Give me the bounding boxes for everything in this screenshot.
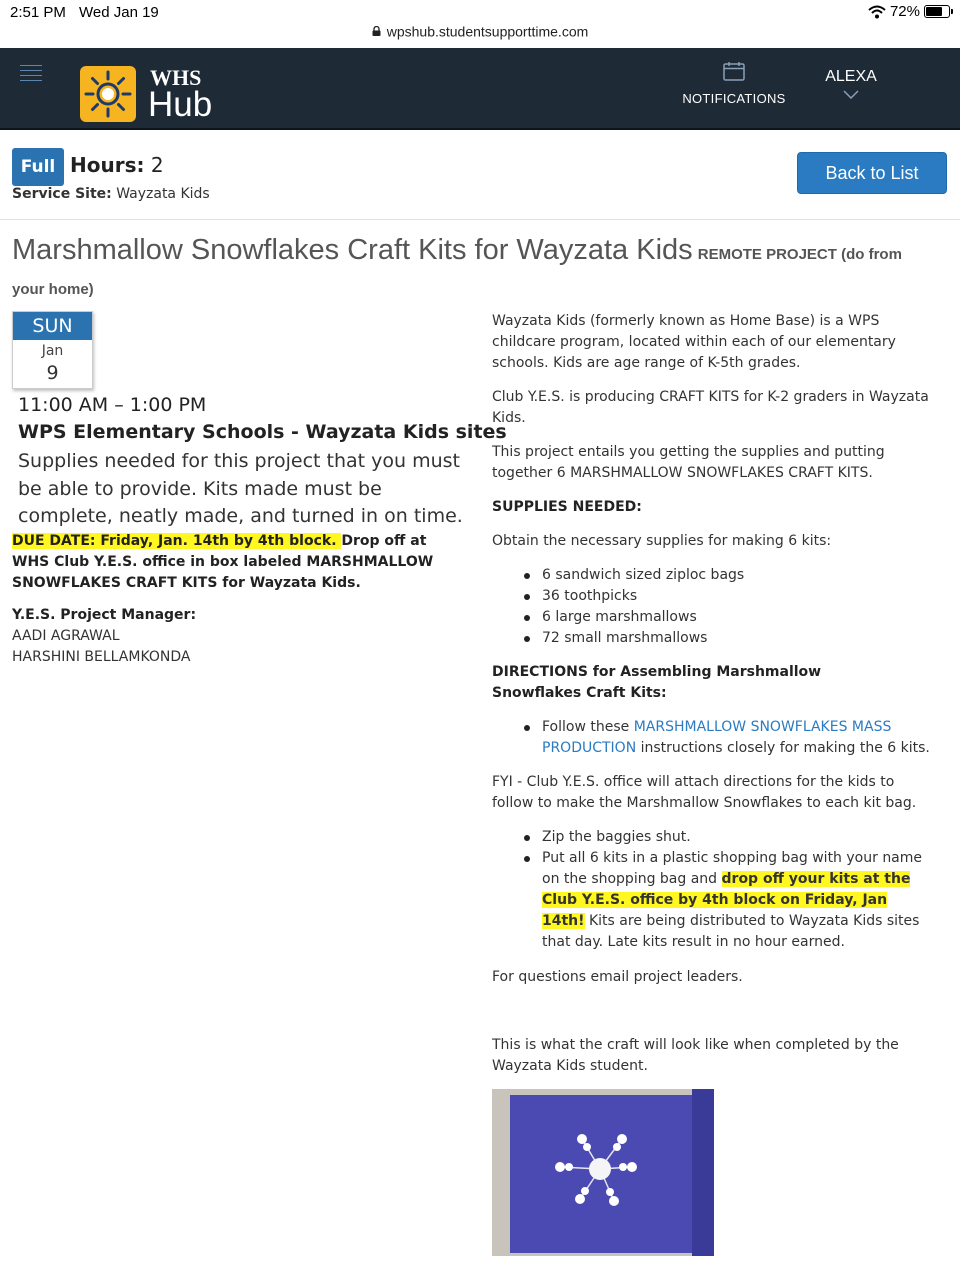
directions-pre: Follow these	[542, 719, 634, 735]
divider	[0, 219, 960, 220]
brand-top: WHS	[150, 65, 202, 90]
menu-icon[interactable]	[20, 65, 42, 79]
due-date-rest: Drop off at WHS Club Y.E.S. office in box labeled MARSHMALLOW SNOWFLAKES CRAFT KITS for Wayzata Kids.	[12, 533, 434, 591]
status-time: 2:51 PM	[10, 4, 66, 21]
supplies-note: Supplies needed for this project that you must be able to provide. Kits made must be complete, neatly made, and turned in on time.	[18, 450, 463, 527]
user-name: ALEXA	[825, 68, 877, 85]
date-card	[12, 311, 93, 389]
fyi-paragraph: FYI - Club Y.E.S. office will attach directions for the kids to follow to make the Marshmallow Snowflakes to each kit bag.	[492, 774, 917, 811]
manager-name: HARSHINI BELLAMKONDA	[12, 649, 191, 665]
remote-tag: REMOTE PROJECT (do from	[697, 246, 902, 263]
description-paragraph: This project entails you getting the supplies and putting together 6 MARSHMALLOW SNOWFLAKES CRAFT KITS.	[492, 444, 885, 481]
notifications-button[interactable]	[666, 61, 802, 106]
manager-label: Y.E.S. Project Manager:	[12, 607, 197, 623]
top-navbar	[0, 48, 960, 130]
battery-icon	[924, 5, 950, 18]
step-post: Kits are being distributed to Wayzata Kids sites that day. Late kits result in no hour earned.	[542, 913, 920, 950]
remote-tag-cont: your home)	[12, 281, 94, 298]
project-title: Marshmallow Snowflakes Craft Kits for Wayzata Kids	[12, 234, 693, 266]
page-title	[12, 232, 952, 298]
wifi-icon	[868, 5, 886, 19]
directions-post: instructions closely for making the 6 kits.	[636, 740, 930, 756]
date-month: Jan	[41, 343, 64, 359]
sun-icon	[80, 66, 136, 122]
description-paragraph: Wayzata Kids (formerly known as Home Base) is a WPS childcare program, located within each of our elementary schools. Kids are age range of K-5th grades.	[492, 313, 896, 371]
notifications-label: NOTIFICATIONS	[682, 91, 786, 106]
hours-value: 2	[150, 153, 164, 177]
hours	[70, 153, 164, 177]
directions-heading	[492, 662, 912, 704]
lock-icon	[372, 26, 381, 36]
url-text: wpshub.studentsupporttime.com	[386, 23, 589, 40]
event-location: WPS Elementary Schools - Wayzata Kids sites	[18, 421, 507, 443]
step-item: Zip the baggies shut.	[542, 827, 932, 848]
supply-item: 6 sandwich sized ziploc bags	[542, 565, 932, 586]
due-date-note	[12, 531, 452, 594]
hours-label: Hours:	[70, 153, 145, 177]
chevron-down-icon	[843, 90, 859, 99]
snowflake-craft-image	[492, 1089, 714, 1256]
date-weekday: SUN	[13, 312, 92, 340]
status-bar	[0, 0, 960, 24]
battery-level	[926, 7, 942, 16]
description-paragraph: Club Y.E.S. is producing CRAFT KITS for K-2 graders in Wayzata Kids.	[492, 389, 929, 426]
supply-item: 72 small marshmallows	[542, 628, 932, 649]
event-time: 11:00 AM – 1:00 PM	[18, 394, 207, 416]
mass-production-link[interactable]: MARSHMALLOW SNOWFLAKES MASS PRODUCTION	[542, 719, 892, 756]
full-badge: Full	[12, 148, 64, 186]
service-site-value: Wayzata Kids	[116, 186, 210, 202]
questions-paragraph: For questions email project leaders.	[492, 969, 743, 985]
supply-item: 6 large marshmallows	[542, 607, 932, 628]
supplies-heading	[492, 497, 932, 518]
date-day: 9	[46, 362, 59, 384]
supplies-intro: Obtain the necessary supplies for making 6 kits:	[492, 533, 832, 549]
status-date: Wed Jan 19	[79, 4, 159, 21]
due-date-highlight: DUE DATE: Friday, Jan. 14th by 4th block.	[12, 533, 342, 549]
brand-bottom: Hub	[148, 85, 213, 124]
service-site-label: Service Site:	[12, 186, 112, 202]
craft-photo	[492, 1089, 714, 1256]
step-item	[542, 848, 932, 953]
service-site	[12, 186, 210, 202]
address-bar[interactable]	[0, 22, 960, 46]
user-menu[interactable]	[808, 68, 894, 99]
step-pre: Put all 6 kits in a plastic shopping bag with your name on the shopping bag and	[542, 850, 923, 887]
back-to-list-button[interactable]: Back to List	[797, 152, 947, 194]
manager-name: AADI AGRAWAL	[12, 628, 120, 644]
step-highlight: drop off your kits at the Club Y.E.S. office by 4th block on Friday, Jan 14th!	[542, 871, 911, 929]
battery-percent: 72%	[889, 3, 920, 20]
directions-item	[542, 717, 932, 759]
directions-heading-text: DIRECTIONS for Assembling Marshmallow Snowflakes Craft Kits:	[492, 664, 822, 701]
supply-item: 36 toothpicks	[542, 586, 932, 607]
supplies-heading-text: SUPPLIES NEEDED:	[492, 499, 642, 515]
photo-caption: This is what the craft will look like when completed by the Wayzata Kids student.	[492, 1037, 899, 1074]
calendar-icon	[723, 61, 745, 81]
whs-hub-logo[interactable]	[80, 66, 136, 122]
